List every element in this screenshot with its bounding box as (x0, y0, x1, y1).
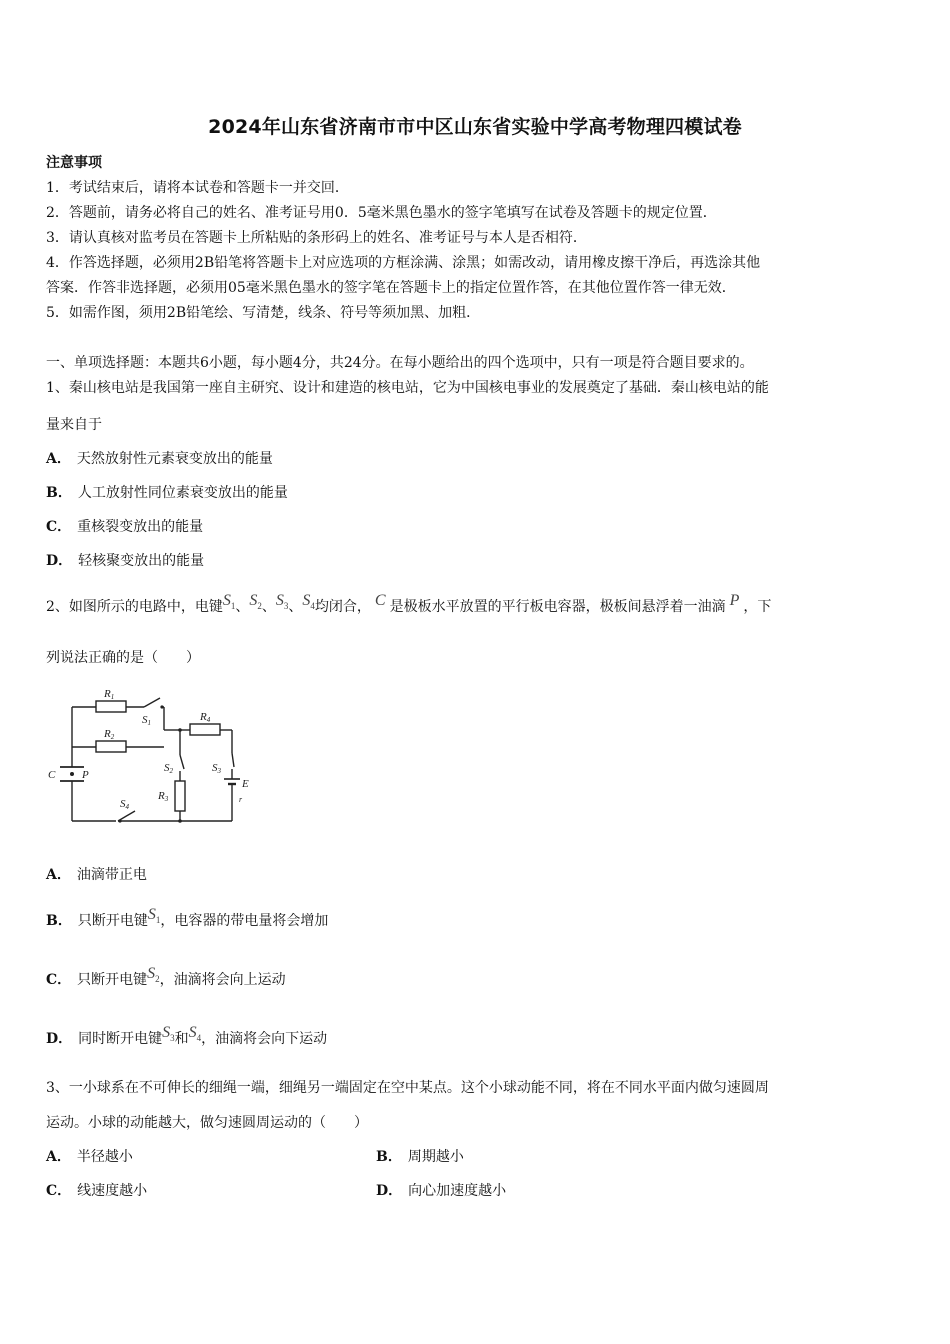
option-text: 半径越小 (76, 1149, 133, 1165)
q2-mid-text: 均闭合， (314, 599, 371, 615)
q3-option-d (376, 1180, 506, 1200)
svg-text:R2: R2 (104, 728, 115, 741)
option-label: D． (46, 553, 73, 569)
option-text: 轻核聚变放出的能量 (78, 553, 205, 569)
svg-text:S1: S1 (142, 714, 151, 727)
option-label: B． (46, 913, 72, 929)
page-title: 2024年山东省济南市市中区山东省实验中学高考物理四模试卷 (208, 116, 742, 138)
separator: 、 (288, 599, 303, 615)
notice-item: 1．考试结束后，请将本试卷和答题卡一并交回． (46, 180, 349, 196)
capacitor-symbol: C (374, 592, 386, 609)
svg-text:R1: R1 (104, 688, 115, 701)
switch-s2 (180, 755, 184, 769)
oil-droplet (70, 772, 74, 776)
switch-s4-symbol: $S_4$ (188, 1024, 202, 1044)
option-text: 同时断开电键 (78, 1031, 163, 1047)
option-label: A． (46, 867, 71, 883)
option-text: 只断开电键 (77, 913, 148, 929)
svg-text:R4: R4 (200, 711, 211, 724)
switch-s4-symbol: $S_4$ (302, 592, 315, 612)
option-label: D． (46, 1031, 73, 1047)
svg-text:r: r (239, 795, 243, 804)
option-label: C． (46, 1183, 72, 1199)
q2-mid-text: 是极板水平放置的平行板电容器，极板间悬浮着一油滴 (389, 599, 726, 615)
option-text: 线速度越小 (77, 1183, 148, 1199)
droplet-symbol: P (729, 592, 740, 609)
question-2-text (46, 592, 772, 617)
resistor-r4 (190, 724, 220, 735)
switch-s2-symbol: $S_2$ (147, 965, 160, 985)
separator: 、 (235, 599, 250, 615)
notice-item: 4．作答选择题，必须用2B铅笔将答题卡上对应选项的方框涂满、涂黑；如需改动，请用橡皮擦干净后，再选涂其他 (46, 255, 761, 271)
q2-option-b (46, 906, 329, 931)
svg-text:E: E (242, 778, 249, 790)
option-text: 周期越小 (407, 1149, 464, 1165)
option-text: 油滴带正电 (76, 867, 147, 883)
svg-text:R3: R3 (158, 790, 169, 803)
switch-s3-symbol: $S_3$ (275, 592, 289, 612)
switch-s3 (232, 753, 234, 767)
q2-option-a (46, 864, 147, 884)
q2-end-text: ，下 (743, 599, 772, 615)
question-1-text: 1、秦山核电站是我国第一座自主研究、设计和建造的核电站，它为中国核电事业的发展奠定了基础．秦山核电站的能 (46, 380, 769, 396)
option-text: ，油滴将会向上运动 (159, 972, 286, 988)
svg-text:S2: S2 (164, 762, 173, 775)
q3-option-a (46, 1146, 133, 1166)
question-3-text-cont: 运动。小球的动能越大，做匀速圆周运动的（ ） (46, 1115, 368, 1131)
separator: 、 (261, 599, 276, 615)
svg-text:S3: S3 (212, 762, 221, 775)
q3-option-b (376, 1146, 464, 1166)
svg-text:C: C (48, 769, 56, 781)
resistor-r1 (96, 701, 126, 712)
notice-item: 答案．作答非选择题，必须用05毫米黑色墨水的签字笔在答题卡上的指定位置作答，在其他位置作答一律无效． (46, 280, 736, 296)
option-label: C． (46, 972, 72, 988)
option-label: D． (376, 1183, 403, 1199)
notice-item: 3．请认真核对监考员在答题卡上所粘贴的条形码上的姓名、准考证号与本人是否相符． (46, 230, 587, 246)
switch-s3-symbol: $S_3$ (162, 1024, 175, 1044)
svg-text:S4: S4 (120, 798, 129, 811)
circuit-diagram (40, 683, 255, 833)
switch-s1 (144, 698, 160, 707)
notice-item: 2．答题前，请务必将自己的姓名、准考证号用0．5毫米黑色墨水的签字笔填写在试卷及答题卡的规定位置． (46, 205, 717, 221)
option-text: 向心加速度越小 (408, 1183, 507, 1199)
section-heading: 一、单项选择题：本题共6小题，每小题4分，共24分。在每小题给出的四个选项中，只有一项是符合题目要求的。 (46, 355, 754, 371)
option-text: 重核裂变放出的能量 (77, 519, 204, 535)
notice-heading: 注意事项 (46, 155, 102, 171)
notice-item: 5．如需作图，须用2B铅笔绘、写清楚，线条、符号等须加黑、加粗． (46, 305, 481, 321)
option-text: ，电容器的带电量将会增加 (160, 913, 329, 929)
option-text: 人工放射性同位素衰变放出的能量 (77, 485, 288, 501)
option-label: C． (46, 519, 72, 535)
question-1-text-cont: 量来自于 (46, 417, 102, 433)
option-label: B． (376, 1149, 402, 1165)
resistor-r2 (96, 741, 126, 752)
option-label: A． (46, 1149, 71, 1165)
svg-text:P: P (82, 769, 89, 781)
option-text: ，油滴将会向下运动 (201, 1031, 328, 1047)
option-text: 天然放射性元素衰变放出的能量 (76, 451, 273, 467)
q3-option-c (46, 1180, 147, 1200)
switch-s1-symbol: $S_1$ (222, 592, 236, 612)
question-2-text-cont: 列说法正确的是（ ） (46, 650, 200, 666)
q1-option-d (46, 550, 204, 570)
option-label: A． (46, 451, 71, 467)
option-text: 只断开电键 (77, 972, 148, 988)
q1-option-b (46, 482, 288, 502)
option-label: B． (46, 485, 72, 501)
q2-option-d (46, 1024, 328, 1049)
switch-s2-symbol: $S_2$ (249, 592, 262, 612)
q2-prefix: 2、如图所示的电路中，电键 (46, 599, 223, 615)
q1-option-a (46, 448, 273, 468)
question-3-text: 3、一小球系在不可伸长的细绳一端，细绳另一端固定在空中某点。这个小球动能不同，将在不同水平面内做匀速圆周 (46, 1080, 769, 1096)
resistor-r3 (175, 781, 185, 811)
option-text: 和 (174, 1031, 189, 1047)
q2-option-c (46, 965, 286, 990)
switch-s1-symbol: $S_1$ (147, 906, 161, 926)
q1-option-c (46, 516, 203, 536)
